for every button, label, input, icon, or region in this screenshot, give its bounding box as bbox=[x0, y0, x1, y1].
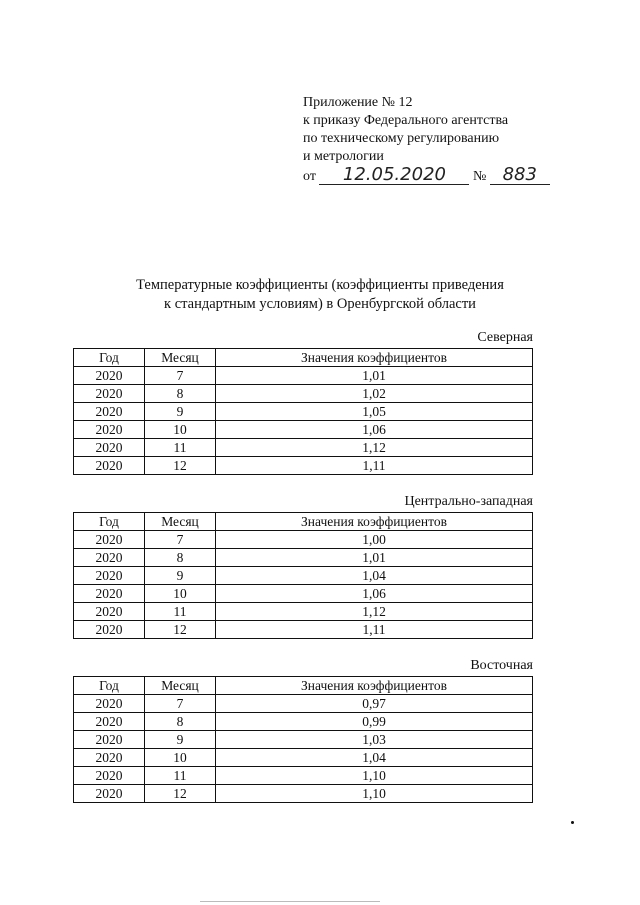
cell-month: 11 bbox=[145, 767, 216, 785]
cell-month: 11 bbox=[145, 603, 216, 621]
table-body bbox=[74, 695, 533, 803]
cell-value: 1,05 bbox=[216, 403, 533, 421]
cell-year: 2020 bbox=[74, 549, 145, 567]
cell-year: 2020 bbox=[74, 439, 145, 457]
appendix-header bbox=[303, 94, 550, 186]
table-body bbox=[74, 367, 533, 475]
cell-month: 10 bbox=[145, 749, 216, 767]
table-row bbox=[74, 695, 533, 713]
table-row bbox=[74, 457, 533, 475]
handwritten-date: 12.05.2020 bbox=[319, 166, 469, 185]
scan-edge-line bbox=[200, 901, 380, 902]
document-title-line-2: к стандартным условиям) в Оренбургской области bbox=[164, 296, 476, 312]
order-reference-line-3: и метрологии bbox=[303, 149, 384, 164]
cell-month: 12 bbox=[145, 785, 216, 803]
coefficients-table bbox=[73, 676, 533, 803]
cell-value: 1,06 bbox=[216, 585, 533, 603]
cell-value: 1,03 bbox=[216, 731, 533, 749]
table-body bbox=[74, 531, 533, 639]
table-row bbox=[74, 439, 533, 457]
cell-year: 2020 bbox=[74, 731, 145, 749]
order-date-line bbox=[303, 166, 550, 186]
cell-year: 2020 bbox=[74, 603, 145, 621]
table-row bbox=[74, 367, 533, 385]
cell-month: 7 bbox=[145, 531, 216, 549]
table-row bbox=[74, 567, 533, 585]
coefficients-table bbox=[73, 348, 533, 475]
cell-value: 1,10 bbox=[216, 785, 533, 803]
region-label: Восточная bbox=[470, 658, 533, 673]
table-row bbox=[74, 621, 533, 639]
cell-month: 12 bbox=[145, 457, 216, 475]
cell-year: 2020 bbox=[74, 385, 145, 403]
table-row bbox=[74, 585, 533, 603]
cell-value: 1,11 bbox=[216, 457, 533, 475]
cell-year: 2020 bbox=[74, 767, 145, 785]
document-title-line-1: Температурные коэффициенты (коэффициенты приведения bbox=[136, 277, 504, 293]
column-header-month: Месяц bbox=[145, 349, 216, 367]
column-header-year: Год bbox=[74, 349, 145, 367]
cell-month: 7 bbox=[145, 695, 216, 713]
cell-value: 1,01 bbox=[216, 367, 533, 385]
cell-value: 1,06 bbox=[216, 421, 533, 439]
cell-month: 9 bbox=[145, 567, 216, 585]
column-header-value: Значения коэффициентов bbox=[216, 677, 533, 695]
table-row bbox=[74, 549, 533, 567]
table-row bbox=[74, 749, 533, 767]
document-title bbox=[0, 276, 640, 314]
section-east bbox=[73, 658, 533, 803]
cell-year: 2020 bbox=[74, 367, 145, 385]
column-header-value: Значения коэффициентов bbox=[216, 513, 533, 531]
cell-value: 0,97 bbox=[216, 695, 533, 713]
cell-month: 11 bbox=[145, 439, 216, 457]
number-prefix: № bbox=[472, 169, 487, 184]
cell-month: 7 bbox=[145, 367, 216, 385]
cell-month: 8 bbox=[145, 713, 216, 731]
cell-month: 8 bbox=[145, 385, 216, 403]
cell-year: 2020 bbox=[74, 585, 145, 603]
cell-value: 1,01 bbox=[216, 549, 533, 567]
column-header-month: Месяц bbox=[145, 513, 216, 531]
column-header-year: Год bbox=[74, 677, 145, 695]
cell-value: 1,02 bbox=[216, 385, 533, 403]
cell-year: 2020 bbox=[74, 621, 145, 639]
table-row bbox=[74, 713, 533, 731]
cell-year: 2020 bbox=[74, 531, 145, 549]
column-header-year: Год bbox=[74, 513, 145, 531]
cell-month: 9 bbox=[145, 731, 216, 749]
section-central-west bbox=[73, 494, 533, 639]
table-header-row bbox=[74, 677, 533, 695]
cell-value: 1,12 bbox=[216, 439, 533, 457]
table-row bbox=[74, 785, 533, 803]
table-row bbox=[74, 421, 533, 439]
cell-month: 9 bbox=[145, 403, 216, 421]
column-header-month: Месяц bbox=[145, 677, 216, 695]
cell-value: 1,04 bbox=[216, 567, 533, 585]
cell-year: 2020 bbox=[74, 421, 145, 439]
cell-value: 1,04 bbox=[216, 749, 533, 767]
cell-value: 1,00 bbox=[216, 531, 533, 549]
cell-value: 1,10 bbox=[216, 767, 533, 785]
appendix-title: Приложение № 12 bbox=[303, 95, 413, 110]
order-reference-line-1: к приказу Федерального агентства bbox=[303, 113, 509, 128]
table-row bbox=[74, 603, 533, 621]
cell-month: 10 bbox=[145, 585, 216, 603]
cell-year: 2020 bbox=[74, 457, 145, 475]
cell-month: 8 bbox=[145, 549, 216, 567]
cell-year: 2020 bbox=[74, 713, 145, 731]
table-row bbox=[74, 385, 533, 403]
coefficients-table bbox=[73, 512, 533, 639]
region-label: Северная bbox=[477, 330, 533, 345]
cell-month: 10 bbox=[145, 421, 216, 439]
cell-year: 2020 bbox=[74, 695, 145, 713]
cell-year: 2020 bbox=[74, 749, 145, 767]
cell-year: 2020 bbox=[74, 785, 145, 803]
cell-year: 2020 bbox=[74, 567, 145, 585]
cell-year: 2020 bbox=[74, 403, 145, 421]
scan-speck bbox=[571, 821, 574, 824]
cell-month: 12 bbox=[145, 621, 216, 639]
cell-value: 1,12 bbox=[216, 603, 533, 621]
table-row bbox=[74, 731, 533, 749]
handwritten-number: 883 bbox=[490, 166, 550, 185]
date-prefix: от bbox=[303, 169, 316, 184]
table-row bbox=[74, 531, 533, 549]
cell-value: 0,99 bbox=[216, 713, 533, 731]
order-reference-line-2: по техническому регулированию bbox=[303, 131, 500, 146]
table-header-row bbox=[74, 349, 533, 367]
region-label: Центрально-западная bbox=[404, 494, 533, 509]
table-row bbox=[74, 403, 533, 421]
cell-value: 1,11 bbox=[216, 621, 533, 639]
table-row bbox=[74, 767, 533, 785]
table-header-row bbox=[74, 513, 533, 531]
section-north bbox=[73, 330, 533, 475]
column-header-value: Значения коэффициентов bbox=[216, 349, 533, 367]
